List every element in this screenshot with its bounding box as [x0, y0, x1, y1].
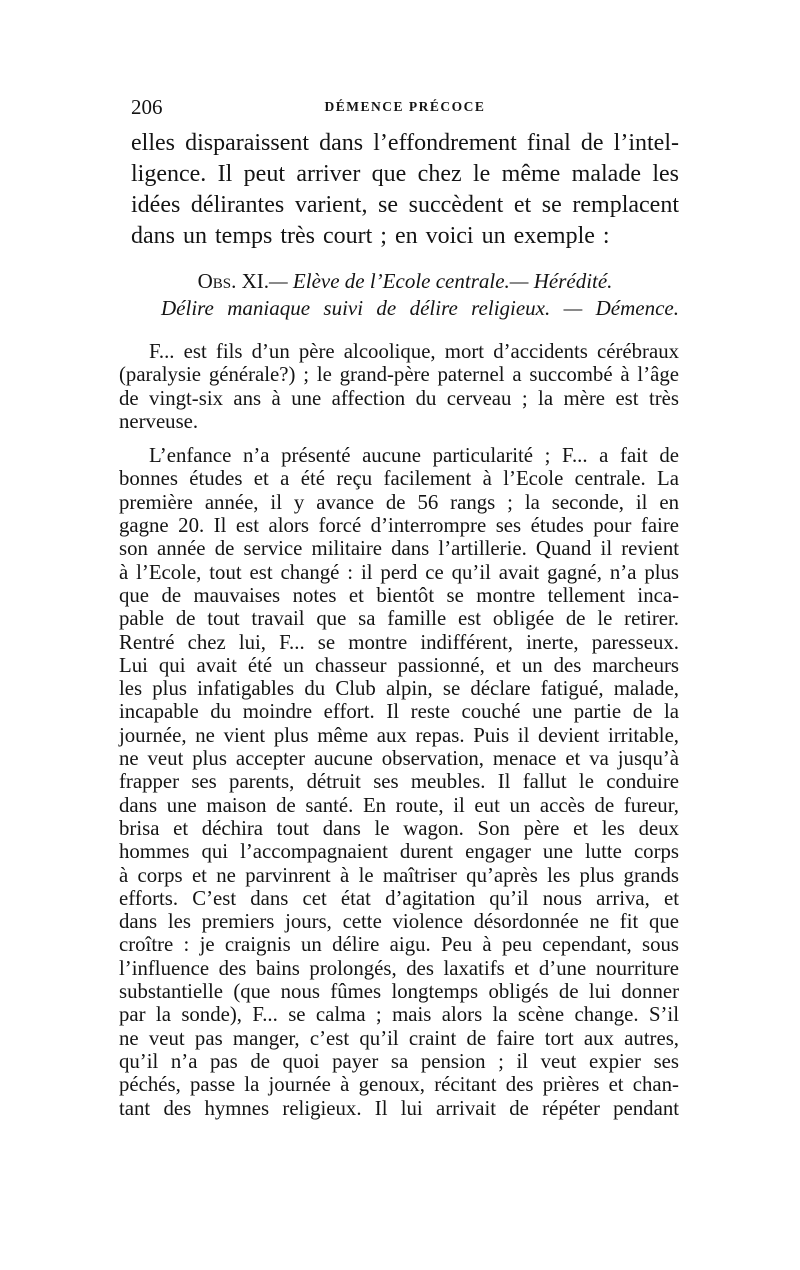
- observation-subtitle: [131, 295, 679, 322]
- text-line: gagne 20. Il est alors forcé d’interrompre ses études pour faire: [119, 514, 679, 538]
- running-head: DÉMENCE PRÉCOCE: [324, 99, 486, 114]
- text-line: ligence. Il peut arriver que chez le même malade les: [131, 161, 679, 187]
- text-line: dans une maison de santé. En route, il eut un accès de fureur,: [119, 793, 679, 817]
- text-line: idées délirantes varient, se succèdent et se remplacent: [131, 192, 679, 218]
- page-number: 206: [131, 95, 163, 119]
- text-line: ne veut plus accepter aucune observation, menace et va jusqu’à: [119, 747, 679, 771]
- text-line: L’enfance n’a présenté aucune particularité ; F... a fait de: [149, 444, 679, 468]
- text-line: (paralysie générale?) ; le grand-père paternel a succombé à l’âge: [119, 363, 679, 387]
- text-line: dans les premiers jours, cette violence désordonnée ne fit que: [119, 910, 679, 934]
- text-line: substantielle (que nous fûmes longtemps obligés de lui donner: [119, 980, 679, 1004]
- text-line: hommes qui l’accompagnaient durent engager une lutte corps: [119, 840, 679, 864]
- text-line: à corps et ne parvinrent à le maîtriser qu’après les plus grands: [119, 863, 679, 887]
- text-line: péchés, passe la journée à genoux, récitant des prières et chan-: [119, 1073, 679, 1097]
- text-line: frapper ses parents, détruit ses meubles. Il fallut le conduire: [119, 770, 679, 794]
- text-line: bonnes études et a été reçu facilement à l’Ecole centrale. La: [119, 467, 679, 491]
- text-line: brisa et déchira tout dans le wagon. Son père et les deux: [119, 816, 679, 840]
- text-line: par la sonde), F... se calma ; mais alors la scène change. S’il: [119, 1003, 679, 1027]
- text-line: croître : je craignis un délire aigu. Peu à peu cependant, sous: [119, 933, 679, 957]
- observation-title-line: [131, 268, 679, 295]
- text-line: nerveuse.: [119, 409, 199, 433]
- case-text: [119, 340, 679, 1120]
- text-line: F... est fils d’un père alcoolique, mort d’accidents cérébraux: [149, 340, 679, 363]
- text-line: efforts. C’est dans cet état d’agitation qu’il nous arriva, et: [119, 886, 679, 910]
- page-header: [131, 95, 679, 119]
- observation-subject: — Elève de l’Ecole centrale.— Hérédité.: [268, 269, 613, 293]
- observation-heading: [131, 268, 679, 322]
- text-line: tant des hymnes religieux. Il lui arrivait de répéter pendant: [119, 1096, 679, 1120]
- text-line: l’influence des bains prolongés, des laxatifs et d’une nourriture: [119, 956, 679, 980]
- text-line: que de mauvaises notes et bientôt se montre tellement inca-: [119, 583, 679, 607]
- text-line: journée, ne vient plus même aux repas. Puis il devient irritable,: [119, 723, 679, 747]
- text-line: son année de service militaire dans l’artillerie. Quand il revient: [119, 537, 679, 561]
- text-line: dans un temps très court ; en voici un exemple :: [131, 223, 610, 249]
- text-line: ne veut pas manger, c’est qu’il craint de faire tort aux autres,: [119, 1026, 679, 1050]
- text-line: Rentré chez lui, F... se montre indifférent, inerte, paresseux.: [119, 630, 679, 654]
- observation-subtitle-text: Délire maniaque suivi de délire religieux. — Démence.: [161, 296, 679, 320]
- text-line: première année, il y avance de 56 rangs ; la seconde, il en: [119, 490, 679, 514]
- text-line: Lui qui avait été un chasseur passionné, et un des marcheurs: [119, 653, 679, 677]
- text-line: pable de tout travail que sa famille est obligée de le retirer.: [119, 607, 679, 631]
- text-line: qu’il n’a pas de quoi payer sa pension ; il veut expier ses: [119, 1049, 679, 1073]
- text-line: elles disparaissent dans l’effondrement final de l’intel-: [131, 130, 679, 156]
- text-line: les plus infatigables du Club alpin, se déclare fatigué, malade,: [119, 677, 679, 701]
- intro-paragraph: [131, 128, 679, 252]
- text-line: de vingt-six ans à une affection du cerveau ; la mère est très: [119, 386, 679, 410]
- observation-label: Obs. XI.: [197, 269, 269, 293]
- text-line: incapable du moindre effort. Il reste couché une partie de la: [119, 700, 679, 724]
- text-line: à l’Ecole, tout est changé : il perd ce qu’il avait gagné, n’a plus: [119, 560, 679, 584]
